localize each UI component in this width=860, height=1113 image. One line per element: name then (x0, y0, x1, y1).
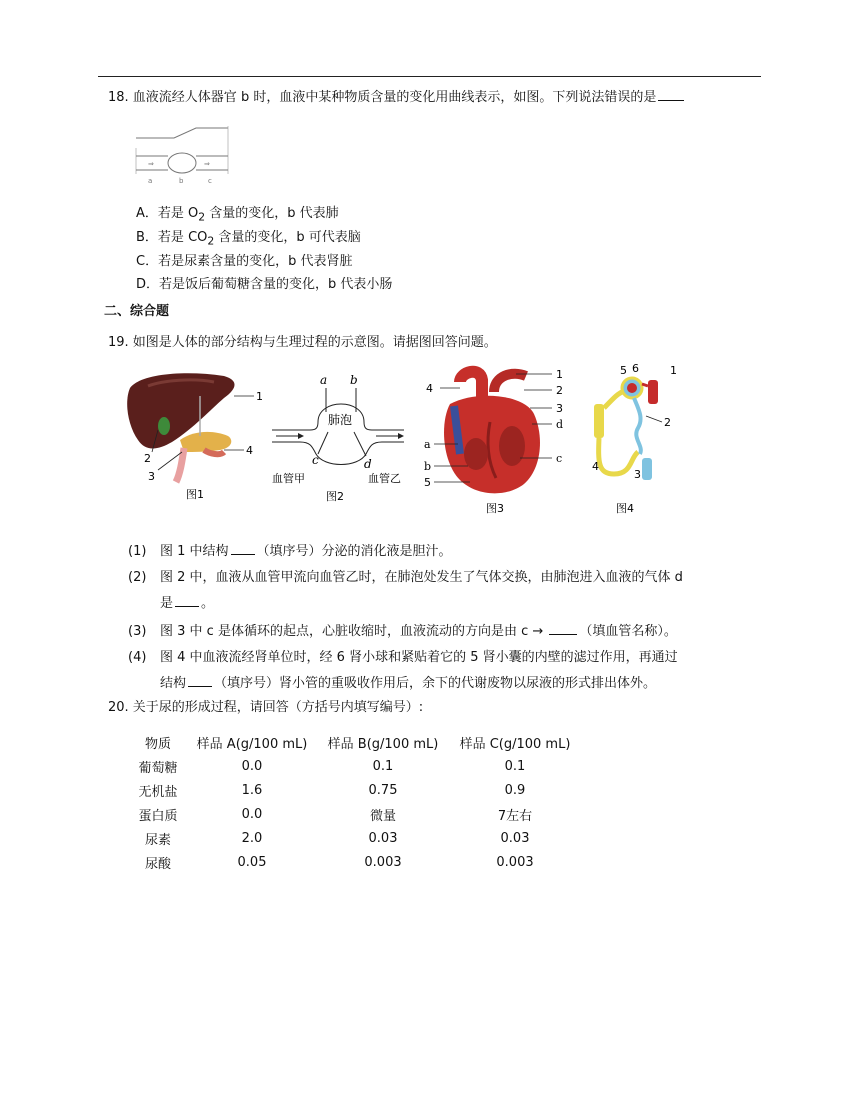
table-cell: 0.05 (237, 854, 267, 870)
answer-blank[interactable] (658, 88, 684, 101)
q18-option-d[interactable] (136, 273, 392, 292)
q18-option-c[interactable] (136, 250, 352, 269)
table-row (132, 754, 584, 778)
option-a-label: A．若是 (136, 206, 189, 221)
option-a-sub: 2 (198, 210, 206, 224)
fig2-caption: 图2 (326, 490, 344, 502)
option-a-chem: O (188, 206, 199, 221)
table-cell: 0.003 (496, 854, 534, 870)
option-d-label: D．若是饭后葡萄糖含量的变化，b 代表小肠 (136, 277, 393, 292)
table-row (132, 778, 584, 802)
fig2-label-d: d (364, 457, 372, 471)
sub4-number: (4) (128, 650, 147, 665)
fig1-label-2: 2 (144, 452, 151, 465)
fig4-label-6: 6 (632, 362, 639, 375)
q18-curve-diagram (134, 124, 230, 186)
q20-table (132, 730, 584, 874)
sub2-line2-post: 。 (201, 596, 215, 611)
table-cell: 尿酸 (144, 856, 171, 872)
option-a-rest: 含量的变化，b 代表肺 (205, 206, 339, 221)
diagram-label-b: b (179, 177, 184, 185)
table-row (132, 802, 584, 826)
table-header: 样品 C(g/100 mL) (459, 736, 571, 752)
q19-sub2-cont (160, 592, 214, 611)
fig4-label-4: 4 (592, 460, 599, 473)
fig3-label-1: 1 (556, 368, 563, 381)
answer-blank[interactable] (188, 674, 212, 687)
answer-blank[interactable] (175, 594, 199, 607)
table-cell: 蛋白质 (138, 808, 178, 824)
q19-sub4-cont (160, 672, 656, 691)
fig4-caption: 图4 (616, 502, 634, 515)
fig4-nephron-diagram (584, 362, 694, 518)
sub3-post: （填血管名称）。 (579, 624, 677, 639)
q19-sub3 (128, 620, 677, 639)
diagram-label-a: a (148, 177, 153, 185)
table-cell: 0.03 (368, 830, 398, 846)
table-header: 样品 A(g/100 mL) (196, 736, 308, 752)
sub1-post: （填序号）分泌的消化液是胆汁。 (256, 544, 452, 559)
fig2-label-c: c (312, 453, 319, 467)
fig3-label-c: c (556, 452, 563, 465)
fig3-label-3: 3 (556, 402, 563, 415)
table-cell: 0.0 (241, 806, 263, 822)
q19-sub4 (128, 646, 678, 665)
fig4-label-5: 5 (620, 364, 627, 377)
sub4-line2-pre: 结构 (160, 676, 187, 691)
fig3-heart-diagram (420, 362, 570, 518)
fig4-label-3: 3 (634, 468, 641, 481)
option-b-rest: 含量的变化，b 可代表脑 (214, 230, 361, 245)
sub1-pre: 图 1 中结构 (160, 544, 229, 559)
fig2-alveolus-diagram (268, 372, 408, 502)
fig3-label-2: 2 (556, 384, 563, 397)
sub2-number: (2) (128, 570, 147, 585)
table-row (132, 826, 584, 850)
fig2-label-a: a (320, 373, 328, 387)
q20-stem: 20. 关于尿的形成过程，请回答（方括号内填写编号）: (108, 700, 424, 715)
table-cell: 0.1 (372, 758, 394, 774)
sub2-line2-pre: 是 (160, 596, 174, 611)
table-header: 物质 (144, 736, 171, 752)
diagram-label-c: c (208, 177, 212, 185)
sub3-number: (3) (128, 624, 147, 639)
table-cell: 0.003 (364, 854, 402, 870)
option-b-sub: 2 (207, 234, 215, 248)
q19-sub1 (128, 540, 452, 559)
q18-option-b[interactable] (136, 226, 361, 248)
fig3-caption: 图3 (486, 502, 504, 515)
table-cell: 微量 (369, 808, 396, 824)
fig2-vessel-a: 血管甲 (272, 472, 305, 485)
table-cell: 无机盐 (138, 784, 178, 800)
svg-text:⇒: ⇒ (148, 160, 154, 168)
q18-stem (108, 86, 686, 105)
sub4-line1: 图 4 中血液流经肾单位时，经 6 肾小球和紧贴着它的 5 肾小囊的内壁的滤过作用，再通过 (160, 650, 678, 665)
fig4-label-1: 1 (670, 364, 677, 377)
table-cell: 1.6 (241, 782, 263, 798)
top-rule (98, 76, 761, 77)
table-header: 样品 B(g/100 mL) (327, 736, 439, 752)
fig3-label-4: 4 (426, 382, 433, 395)
section-heading: 二、综合题 (104, 304, 170, 319)
table-cell: 葡萄糖 (138, 760, 178, 776)
sub4-line2-post: （填序号）肾小管的重吸收作用后，余下的代谢废物以尿液的形式排出体外。 (214, 676, 657, 691)
table-cell: 7左右 (497, 808, 533, 824)
svg-text:⇒: ⇒ (204, 160, 210, 168)
q18-stem-text: 18. 血液流经人体器官 b 时，血液中某种物质含量的变化用曲线表示，如图。下列说法错误的是 (108, 90, 657, 105)
q19-stem: 19. 如图是人体的部分结构与生理过程的示意图。请据图回答问题。 (108, 335, 497, 350)
table-cell: 0.1 (504, 758, 526, 774)
fig1-label-4: 4 (246, 444, 253, 457)
q18-option-a[interactable] (136, 202, 339, 224)
fig1-label-3: 3 (148, 470, 155, 483)
option-b-label: B．若是 (136, 230, 189, 245)
answer-blank[interactable] (549, 622, 577, 635)
q19-sub2 (128, 566, 683, 585)
fig1-caption: 图1 (186, 488, 204, 501)
fig3-label-b: b (424, 460, 432, 473)
fig1-liver-diagram (124, 366, 274, 502)
sub1-number: (1) (128, 544, 147, 559)
answer-blank[interactable] (231, 542, 255, 555)
fig2-alveolus-label: 肺泡 (328, 413, 353, 427)
fig1-label-1: 1 (256, 390, 263, 403)
table-cell: 2.0 (241, 830, 263, 846)
option-b-chem: CO (188, 230, 208, 245)
table-cell: 0.0 (241, 758, 263, 774)
table-cell: 0.03 (500, 830, 530, 846)
table-cell: 0.75 (368, 782, 398, 798)
sub2-line1: 图 2 中，血液从血管甲流向血管乙时，在肺泡处发生了气体交换，由肺泡进入血液的气体 d (160, 570, 683, 585)
fig4-label-2: 2 (664, 416, 671, 429)
table-row (132, 850, 584, 874)
table-cell: 0.9 (504, 782, 526, 798)
table-header-row (132, 730, 584, 754)
fig3-label-d: d (556, 418, 564, 431)
fig3-label-5: 5 (424, 476, 431, 489)
sub3-pre: 图 3 中 c 是体循环的起点，心脏收缩时，血液流动的方向是由 c → (160, 624, 548, 639)
table-cell: 尿素 (144, 832, 171, 848)
option-c-label: C．若是尿素含量的变化，b 代表肾脏 (136, 254, 353, 269)
fig3-label-a: a (424, 438, 431, 451)
fig2-vessel-b: 血管乙 (368, 472, 401, 485)
fig2-label-b: b (350, 373, 358, 387)
